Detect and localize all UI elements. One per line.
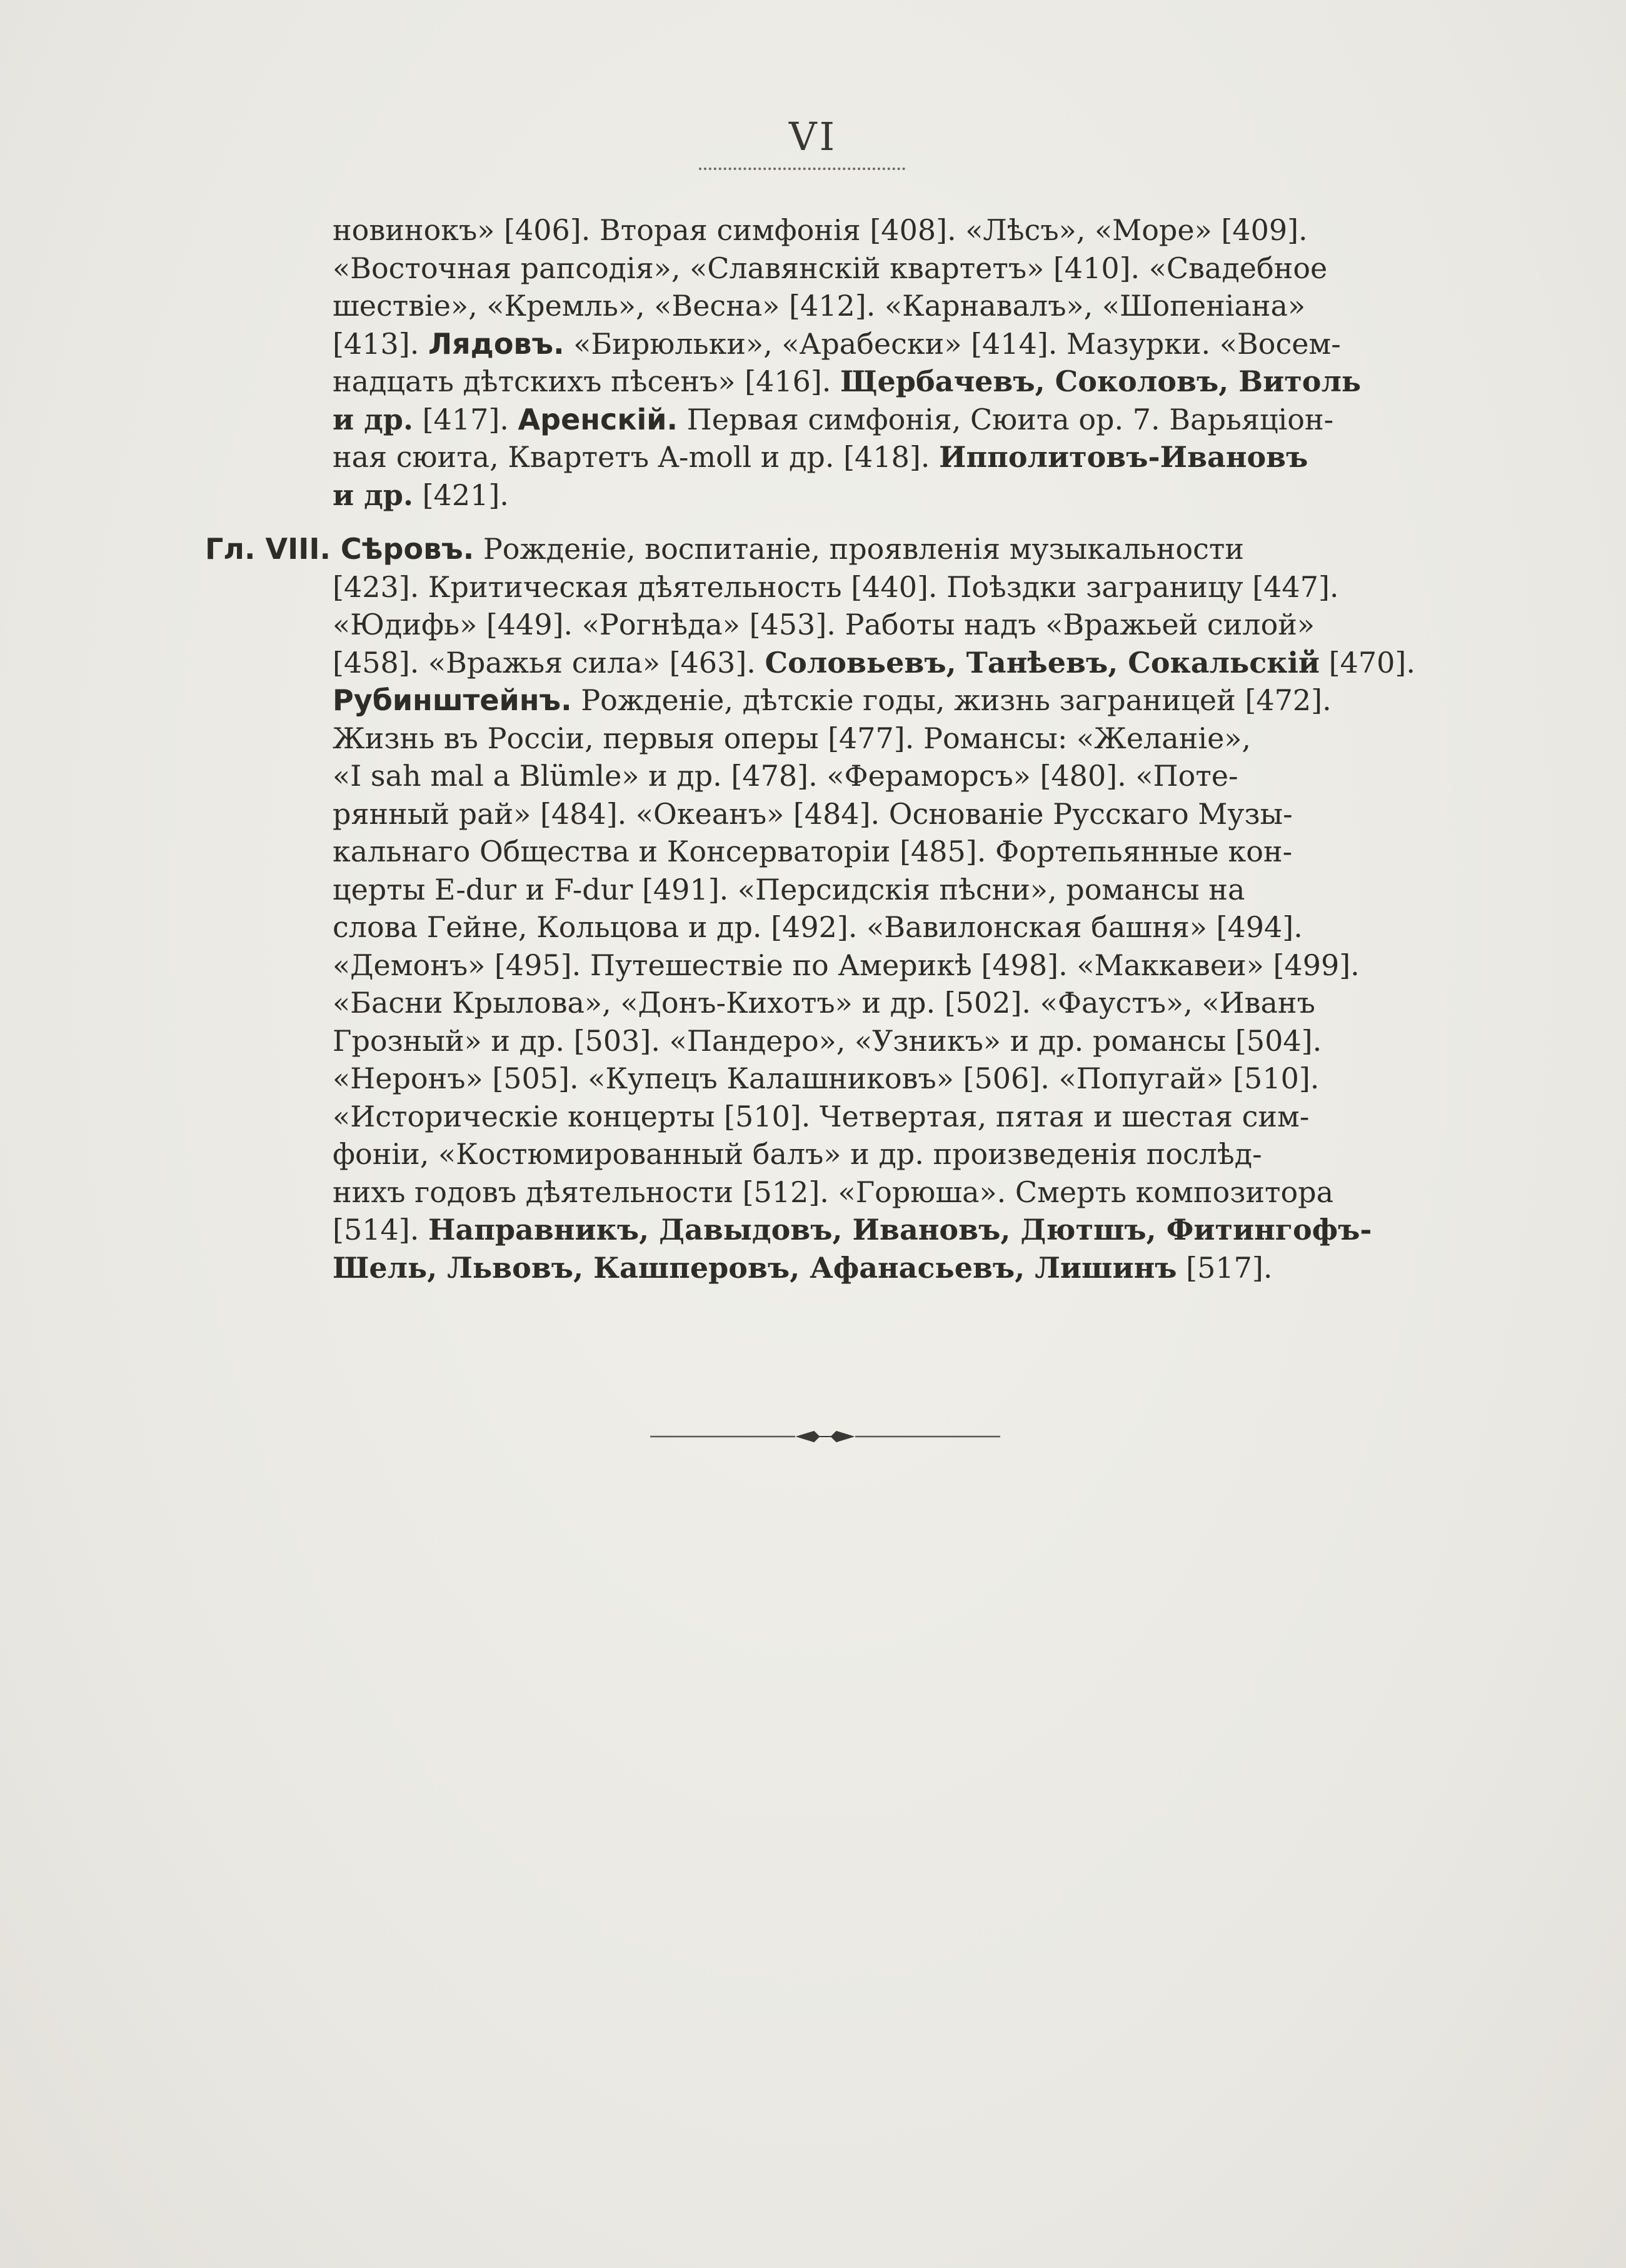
text-line (205, 795, 1414, 833)
text-run: [517]. (1177, 1250, 1273, 1285)
bold-names: Ипполитовъ-Ивановъ (939, 440, 1308, 474)
bold-names: и др. (333, 478, 413, 512)
text-run: «I sah mal a Blümle» и др. [478]. «Фераморсъ» [480]. «Поте- (333, 759, 1238, 793)
text-line (205, 606, 1414, 644)
text-line (333, 438, 1414, 476)
tailpiece-ornament-icon (650, 1429, 1000, 1444)
text-line (333, 363, 1414, 401)
text-line (205, 1022, 1414, 1060)
header-dotted-rule (699, 168, 905, 170)
section-heading: Рубинштейнъ. (333, 683, 572, 717)
text-run: рянный рай» [484]. «Океанъ» [484]. Основаніе Русскаго Музы- (333, 796, 1293, 831)
text-run: «Неронъ» [505]. «Купецъ Калашниковъ» [506]. «Попугай» [510]. (333, 1061, 1320, 1095)
text-run: церты E-dur и F-dur [491]. «Персидскія пѣсни», романсы на (333, 872, 1245, 906)
text-line (333, 401, 1414, 439)
bold-names: Направникъ, Давыдовъ, Ивановъ, Дютшъ, Фитингофъ- (428, 1213, 1372, 1247)
text-run: «Демонъ» [495]. Путешествіе по Америкѣ [498]. «Маккавеи» [499]. (333, 948, 1360, 982)
text-run: нихъ годовъ дѣятельности [512]. «Горюша». Смерть композитора (333, 1175, 1334, 1209)
text-line (205, 644, 1414, 682)
text-line (205, 1135, 1414, 1173)
text-line (333, 211, 1414, 249)
text-line (205, 984, 1414, 1022)
paragraph-chapter-viii (205, 530, 1414, 1287)
text-run: кальнаго Общества и Консерваторіи [485]. Фортепьянные кон- (333, 835, 1293, 868)
text-run: фоніи, «Костюмированный балъ» и др. произведенія послѣд- (333, 1137, 1262, 1171)
text-line (205, 530, 1414, 568)
text-run: «Бирюльки», «Арабески» [414]. Мазурки. «Восем- (564, 326, 1341, 361)
text-line (205, 833, 1414, 871)
bold-names: Шель, Львовъ, Кашперовъ, Афанасьевъ, Лишинъ (333, 1250, 1177, 1285)
text-run: новинокъ» [406]. Вторая симфонія [408]. «Лѣсъ», «Море» [409]. (333, 213, 1308, 247)
section-heading: Гл. VIII. Сѣровъ. (205, 532, 474, 566)
text-line (205, 871, 1414, 909)
text-line (205, 1211, 1414, 1249)
section-heading: Лядовъ. (428, 326, 565, 361)
text-line (205, 908, 1414, 946)
text-run: Жизнь въ Россіи, первыя оперы [477]. Романсы: «Желаніе», (333, 721, 1252, 755)
text-run: Первая симфонія, Сюита ор. 7. Варьяціон- (678, 402, 1334, 436)
text-run: [458]. «Вражья сила» [463]. (333, 645, 765, 680)
text-run: «Юдифь» [449]. «Рогнѣда» [453]. Работы надъ «Вражьей силой» (333, 608, 1315, 641)
paragraph-continuation (333, 211, 1414, 514)
text-run: ная сюита, Квартетъ A-moll и др. [418]. (333, 440, 940, 474)
text-run: слова Гейне, Кольцова и др. [492]. «Вавилонская башня» [494]. (333, 910, 1303, 944)
text-run: [413]. (333, 326, 428, 361)
text-line (333, 249, 1414, 288)
bold-names: Соловьевъ, Танѣевъ, Сокальскій (765, 645, 1320, 680)
text-line (333, 476, 1414, 514)
section-heading: Аренскій. (518, 402, 678, 436)
text-line (205, 757, 1414, 795)
text-run: [470]. (1320, 645, 1415, 680)
text-line (205, 681, 1414, 720)
text-run: Грозный» и др. [503]. «Пандеро», «Узникъ» и др. романсы [504]. (333, 1023, 1322, 1058)
text-line (205, 1098, 1414, 1136)
text-run: шествіе», «Кремль», «Весна» [412]. «Карнавалъ», «Шопеніана» (333, 289, 1306, 323)
text-run: Рожденіе, воспитаніе, проявленія музыкальности (474, 532, 1244, 566)
text-run: [421]. (413, 478, 509, 512)
text-run: Рожденіе, дѣтскіе годы, жизнь заграницей [472]. (571, 683, 1332, 717)
text-line (333, 325, 1414, 363)
text-run: [423]. Критическая дѣятельность [440]. Поѣздки заграницу [447]. (333, 570, 1339, 604)
text-line (205, 946, 1414, 985)
text-run: «Басни Крылова», «Донъ-Кихотъ» и др. [502]. «Фаустъ», «Иванъ (333, 986, 1315, 1020)
text-line (205, 720, 1414, 758)
bold-names: и др. (333, 402, 413, 436)
page-number: VI (788, 114, 838, 159)
text-run: «Историческіе концерты [510]. Четвертая, пятая и шестая сим- (333, 1099, 1310, 1133)
text-line (205, 568, 1414, 606)
text-line (205, 1060, 1414, 1098)
text-line (205, 1173, 1414, 1212)
text-line (333, 287, 1414, 325)
text-line (205, 1249, 1414, 1287)
text-run: «Восточная рапсодія», «Славянскій квартетъ» [410]. «Свадебное (333, 251, 1328, 285)
text-run: [417]. (413, 402, 518, 436)
text-run: надцать дѣтскихъ пѣсенъ» [416]. (333, 364, 841, 398)
text-run: [514]. (333, 1213, 428, 1247)
bold-names: Щербачевъ, Соколовъ, Витоль (840, 364, 1362, 398)
